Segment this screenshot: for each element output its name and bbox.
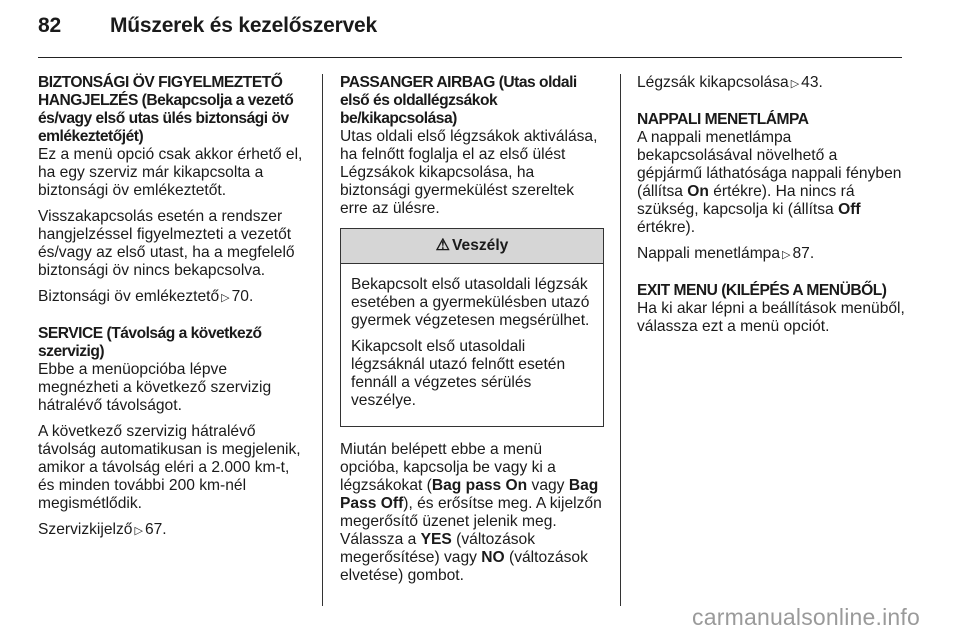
paragraph: A következő szervizig hátralévő távolság automatikusan is megjelenik, amikor a távolság eléri a 2.000 km-t, és minden további 200 km-nél megismétlődik. bbox=[38, 423, 301, 512]
paragraph: Miután belépett ebbe a menü opcióba, kapcsolja be vagy ki a légzsákokat (Bag pass On vagy Bag Pass Off), és erősítse meg. A kijelzőn megerősítő üzenet jelenik meg. Válassza a YES (változások megerősítése) vagy NO (változások elvetése) gombot. bbox=[340, 441, 602, 584]
column-divider bbox=[322, 74, 323, 606]
cross-reference: Szervizkijelző ▷ 67. bbox=[38, 521, 167, 538]
page-ref-icon: ▷ bbox=[221, 292, 230, 304]
paragraph: A nappali menetlámpa bekapcsolásával növelhető a gépjármű láthatósága nappali fényben (állítsa On értékre). Ha nincs rá szükség, kapcsolja ki (állítsa Off értékre). bbox=[637, 129, 902, 236]
warning-body bbox=[341, 264, 603, 426]
section-heading-exit-menu: EXIT MENU (KILÉPÉS A MENÜBŐL) bbox=[637, 282, 887, 299]
page-ref-icon: ▷ bbox=[134, 525, 143, 537]
section-heading-daytime-lights: NAPPALI MENETLÁMPA bbox=[637, 111, 809, 128]
section-heading-seatbelt: BIZTONSÁGI ÖV FIGYELMEZTETŐ HANGJELZÉS (Bekapcsolja a vezető és/vagy első utas ülés biztonsági öv emlékeztetőjét) bbox=[38, 74, 294, 145]
paragraph: Ha ki akar lépni a beállítások menüből, válassza ezt a menü opciót. bbox=[637, 300, 905, 335]
page-number: 82 bbox=[38, 14, 61, 37]
column-divider bbox=[620, 74, 621, 606]
warning-box bbox=[340, 228, 604, 427]
column-1 bbox=[38, 74, 306, 548]
paragraph: Utas oldali első légzsákok aktiválása, ha felnőtt foglalja el az első ülést Légzsákok kikapcsolása, ha biztonsági gyermekülést szereltek erre az ülésre. bbox=[340, 128, 598, 217]
page-header bbox=[38, 14, 377, 38]
cross-reference: Légzsák kikapcsolása ▷ 43. bbox=[637, 74, 823, 91]
column-3 bbox=[637, 74, 905, 344]
paragraph: Ebbe a menüopcióba lépve megnézheti a következő szervizig hátralévő távolságot. bbox=[38, 361, 272, 414]
paragraph: Ez a menü opció csak akkor érhető el, ha egy szerviz már kikapcsolta a biztonsági öv emlékeztetőt. bbox=[38, 146, 303, 199]
warning-paragraph: Bekapcsolt első utasoldali légzsák esetében a gyermekülésben utazó gyermek végzetesen megsérülhet. bbox=[351, 276, 590, 329]
page-title: Műszerek és kezelőszervek bbox=[110, 14, 378, 37]
header-rule bbox=[38, 57, 902, 58]
section-heading-service: SERVICE (Távolság a következő szervizig) bbox=[38, 325, 262, 360]
warning-paragraph: Kikapcsolt első utasoldali légzsáknál utazó felnőtt esetén fennáll a végzetes sérülés veszélye. bbox=[351, 338, 566, 409]
page-ref-icon: ▷ bbox=[790, 78, 800, 90]
column-2 bbox=[340, 74, 604, 593]
cross-reference: Biztonsági öv emlékeztető ▷ 70. bbox=[38, 288, 254, 305]
watermark: carmanualsonline.info bbox=[692, 604, 920, 630]
warning-title: Veszély bbox=[451, 237, 509, 254]
warning-header bbox=[341, 229, 603, 264]
paragraph: Visszakapcsolás esetén a rendszer hangjelzéssel figyelmezteti a vezetőt és/vagy az első utast, ha a megfelelő biztonsági öv nincs bekapcsolva. bbox=[38, 208, 295, 279]
warning-triangle-icon: ⚠ bbox=[435, 237, 450, 254]
section-heading-airbag: PASSANGER AIRBAG (Utas oldali első és oldallégzsákok be/kikapcsolása) bbox=[340, 74, 577, 127]
cross-reference: Nappali menetlámpa ▷ 87. bbox=[637, 245, 815, 262]
page-ref-icon: ▷ bbox=[782, 249, 791, 261]
